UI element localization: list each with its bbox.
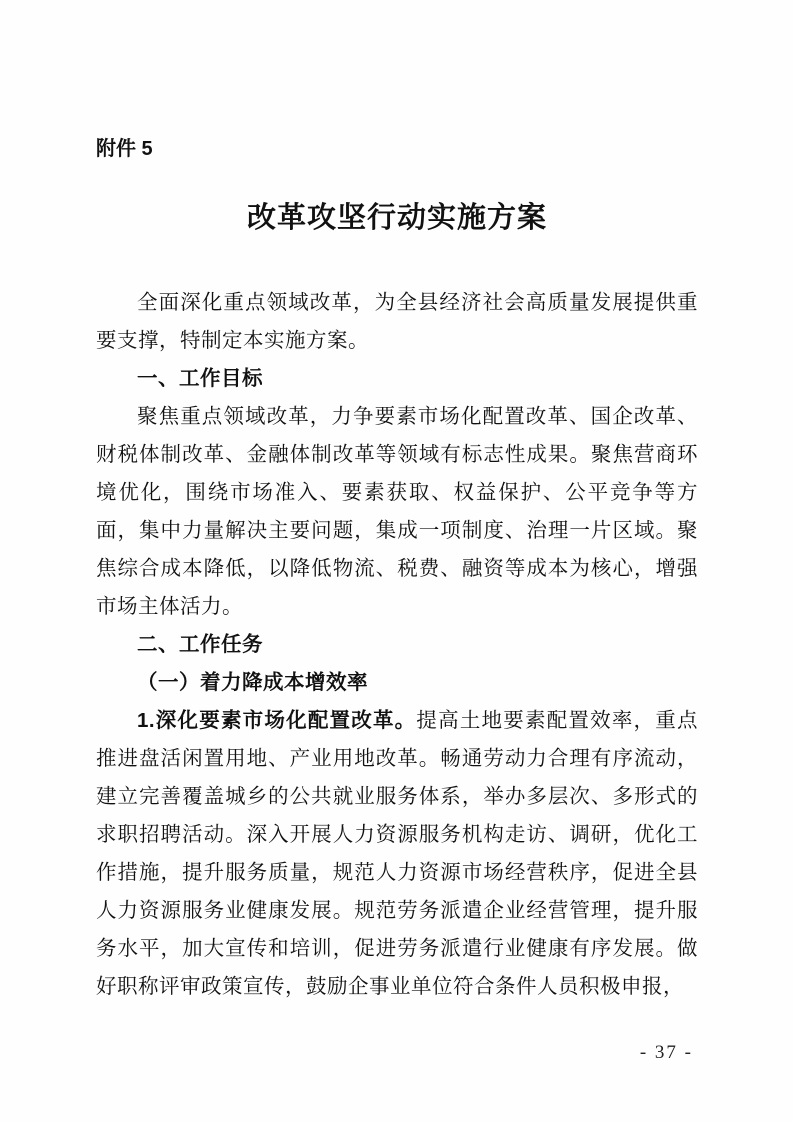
attachment-label: 附件 5 [96,138,153,160]
section-1-heading: 一、工作目标 [137,367,263,390]
page-number: - 37 - [639,1042,693,1063]
task-1-paragraph [96,702,698,1006]
intro-paragraph: 全面深化重点领域改革，为全县经济社会高质量发展提供重要支撑，特制定本实施方案。 [96,292,698,352]
task-1-lead: 1.深化要素市场化配置改革。 [137,709,417,732]
section-2-heading: 二、工作任务 [137,633,263,656]
task-1-body: 提高土地要素配置效率，重点推进盘活闲置用地、产业用地改革。畅通劳动力合理有序流动，建立完善覆盖城乡的公共就业服务体系，举办多层次、多形式的求职招聘活动。深入开展人力资源服务机构走访、调研，优化工作措施，提升服务质量，规范人力资源市场经营秩序，促进全县人力资源服务业健康发展。规范劳务派遣企业经营管理，提升服务水平，加大宣传和培训，促进劳务派遣行业健康有序发展。做好职称评审政策宣传，鼓励企事业单位符合条件人员积极申报， [96,710,698,998]
subsection-1-heading: （一）着力降成本增效率 [137,672,368,694]
document-title: 改革攻坚行动实施方案 [246,202,547,234]
section-1-body: 聚焦重点领域改革，力争要素市场化配置改革、国企改革、财税体制改革、金融体制改革等领域有标志性成果。聚焦营商环境优化，围绕市场准入、要素获取、权益保护、公平竞争等方面，集中力量解决主要问题，集成一项制度、治理一片区域。聚焦综合成本降低，以降低物流、税费、融资等成本为核心，增强市场主体活力。 [96,406,698,618]
document-content [96,132,698,1006]
